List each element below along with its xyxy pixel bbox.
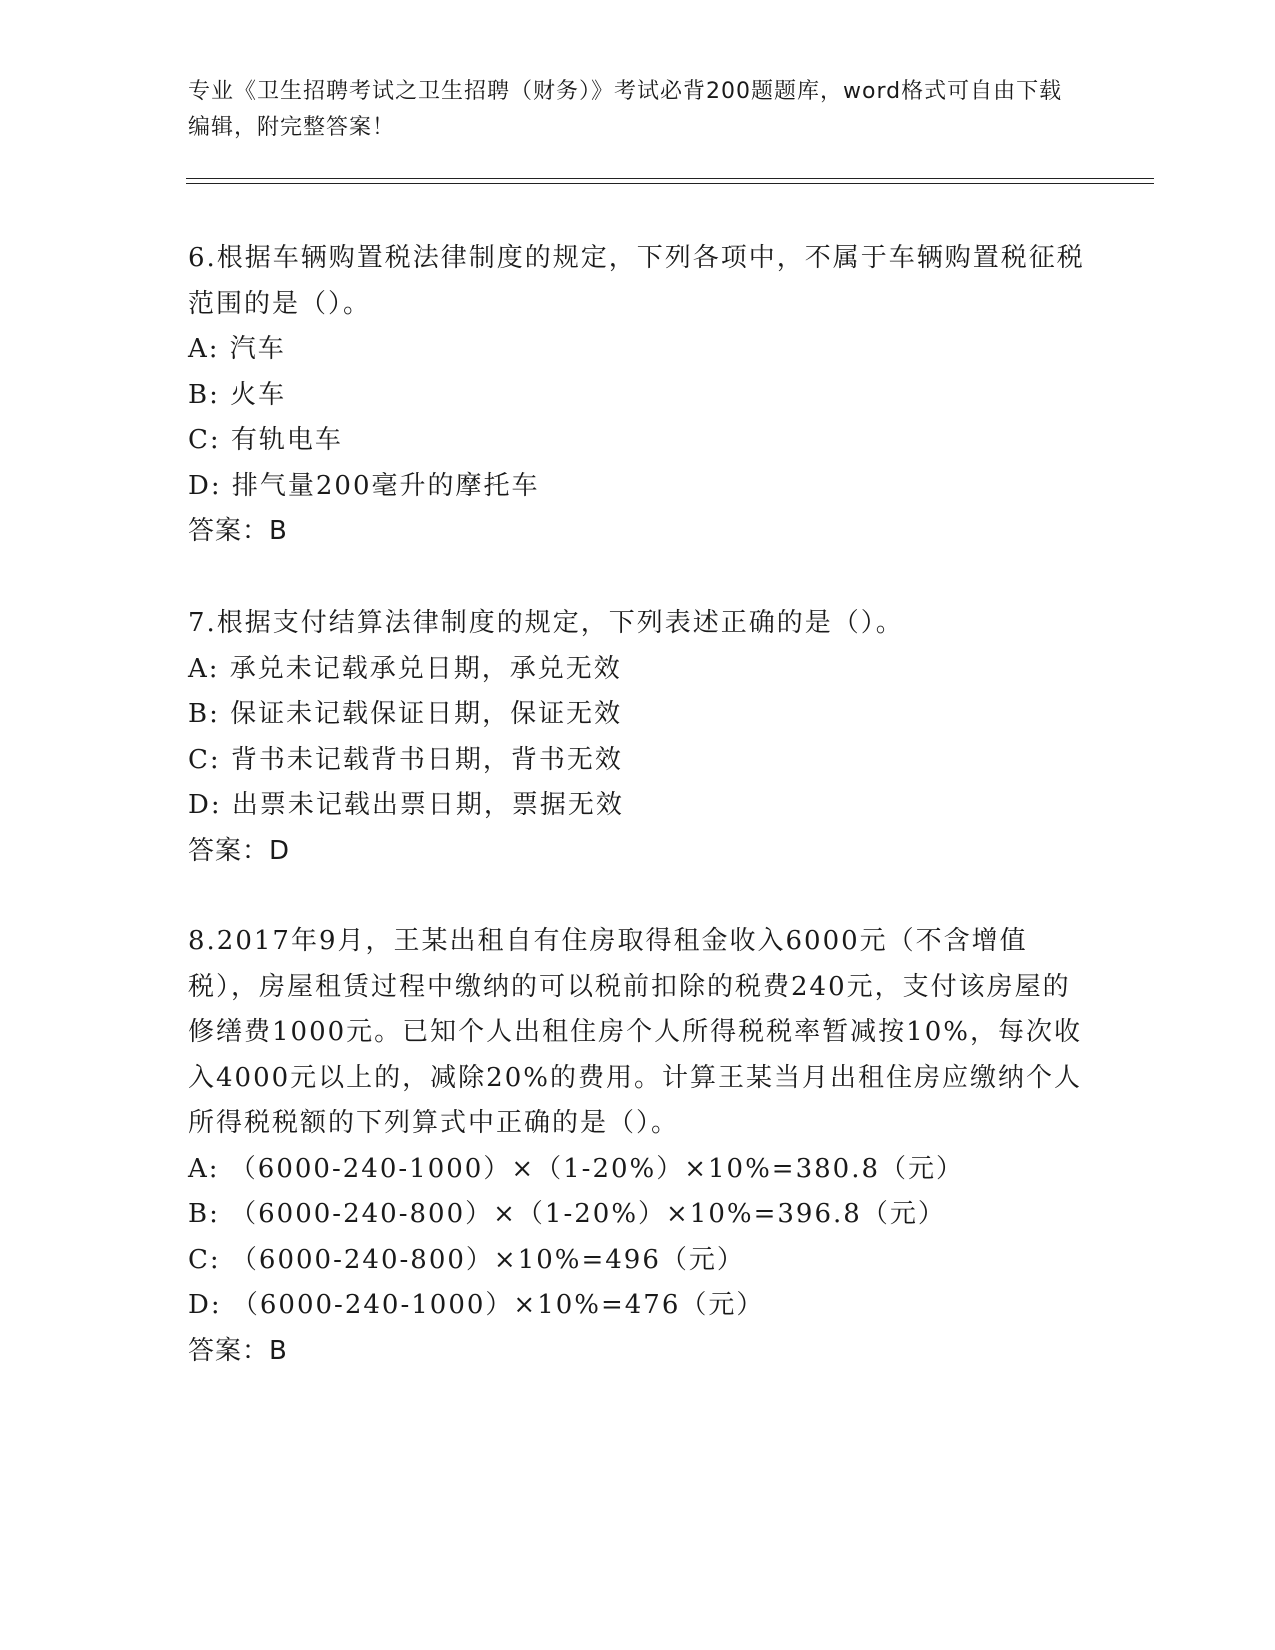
document-intro: 专业《卫生招聘考试之卫生招聘（财务）》考试必背200题题库，word格式可自由下载编辑，附完整答案！	[188, 79, 1063, 140]
question-stem: 8.2017年9月，王某出租自有住房取得租金收入6000元（不含增值税），房屋租赁过程中缴纳的可以税前扣除的税费240元，支付该房屋的修缮费1000元。已知个人出租住房个人所得税税率暂减按10%，每次收入4000元以上的，减除20%的费用。计算王某当月出租住房应缴纳个人所得税税额的下列算式中正确的是（）。	[188, 926, 1082, 1138]
option-d: D: （6000-240-1000）×10%=476（元）	[188, 1290, 765, 1320]
answer-label: 答案：B	[188, 516, 288, 546]
option-a: A: （6000-240-1000）×（1-20%）×10%=380.8（元）	[188, 1153, 965, 1184]
option-a: A: 汽车	[188, 334, 286, 364]
question-stem: 7.根据支付结算法律制度的规定，下列表述正确的是（）。	[188, 608, 904, 638]
answer-label: 答案：D	[188, 835, 291, 866]
option-c: C: 背书未记载背书日期，背书无效	[188, 744, 623, 775]
option-d: D: 排气量200毫升的摩托车	[188, 470, 540, 501]
header-divider-bottom	[186, 183, 1154, 184]
option-b: B: （6000-240-800）×（1-20%）×10%=396.8（元）	[188, 1199, 946, 1229]
answer-label: 答案：B	[188, 1335, 288, 1366]
question-stem: 6.根据车辆购置税法律制度的规定，下列各项中，不属于车辆购置税征税范围的是（）。	[188, 243, 1085, 319]
option-a: A: 承兑未记载承兑日期，承兑无效	[188, 653, 622, 684]
question-6	[188, 236, 1088, 555]
option-c: C: （6000-240-800）×10%=496（元）	[188, 1244, 745, 1275]
question-8	[188, 919, 1088, 1374]
option-c: C: 有轨电车	[188, 425, 343, 455]
option-b: B: 保证未记载保证日期，保证无效	[188, 699, 623, 729]
header-divider-top	[186, 178, 1154, 179]
option-b: B: 火车	[188, 379, 287, 410]
option-d: D: 出票未记载出票日期，票据无效	[188, 790, 624, 820]
question-7	[188, 601, 1088, 874]
